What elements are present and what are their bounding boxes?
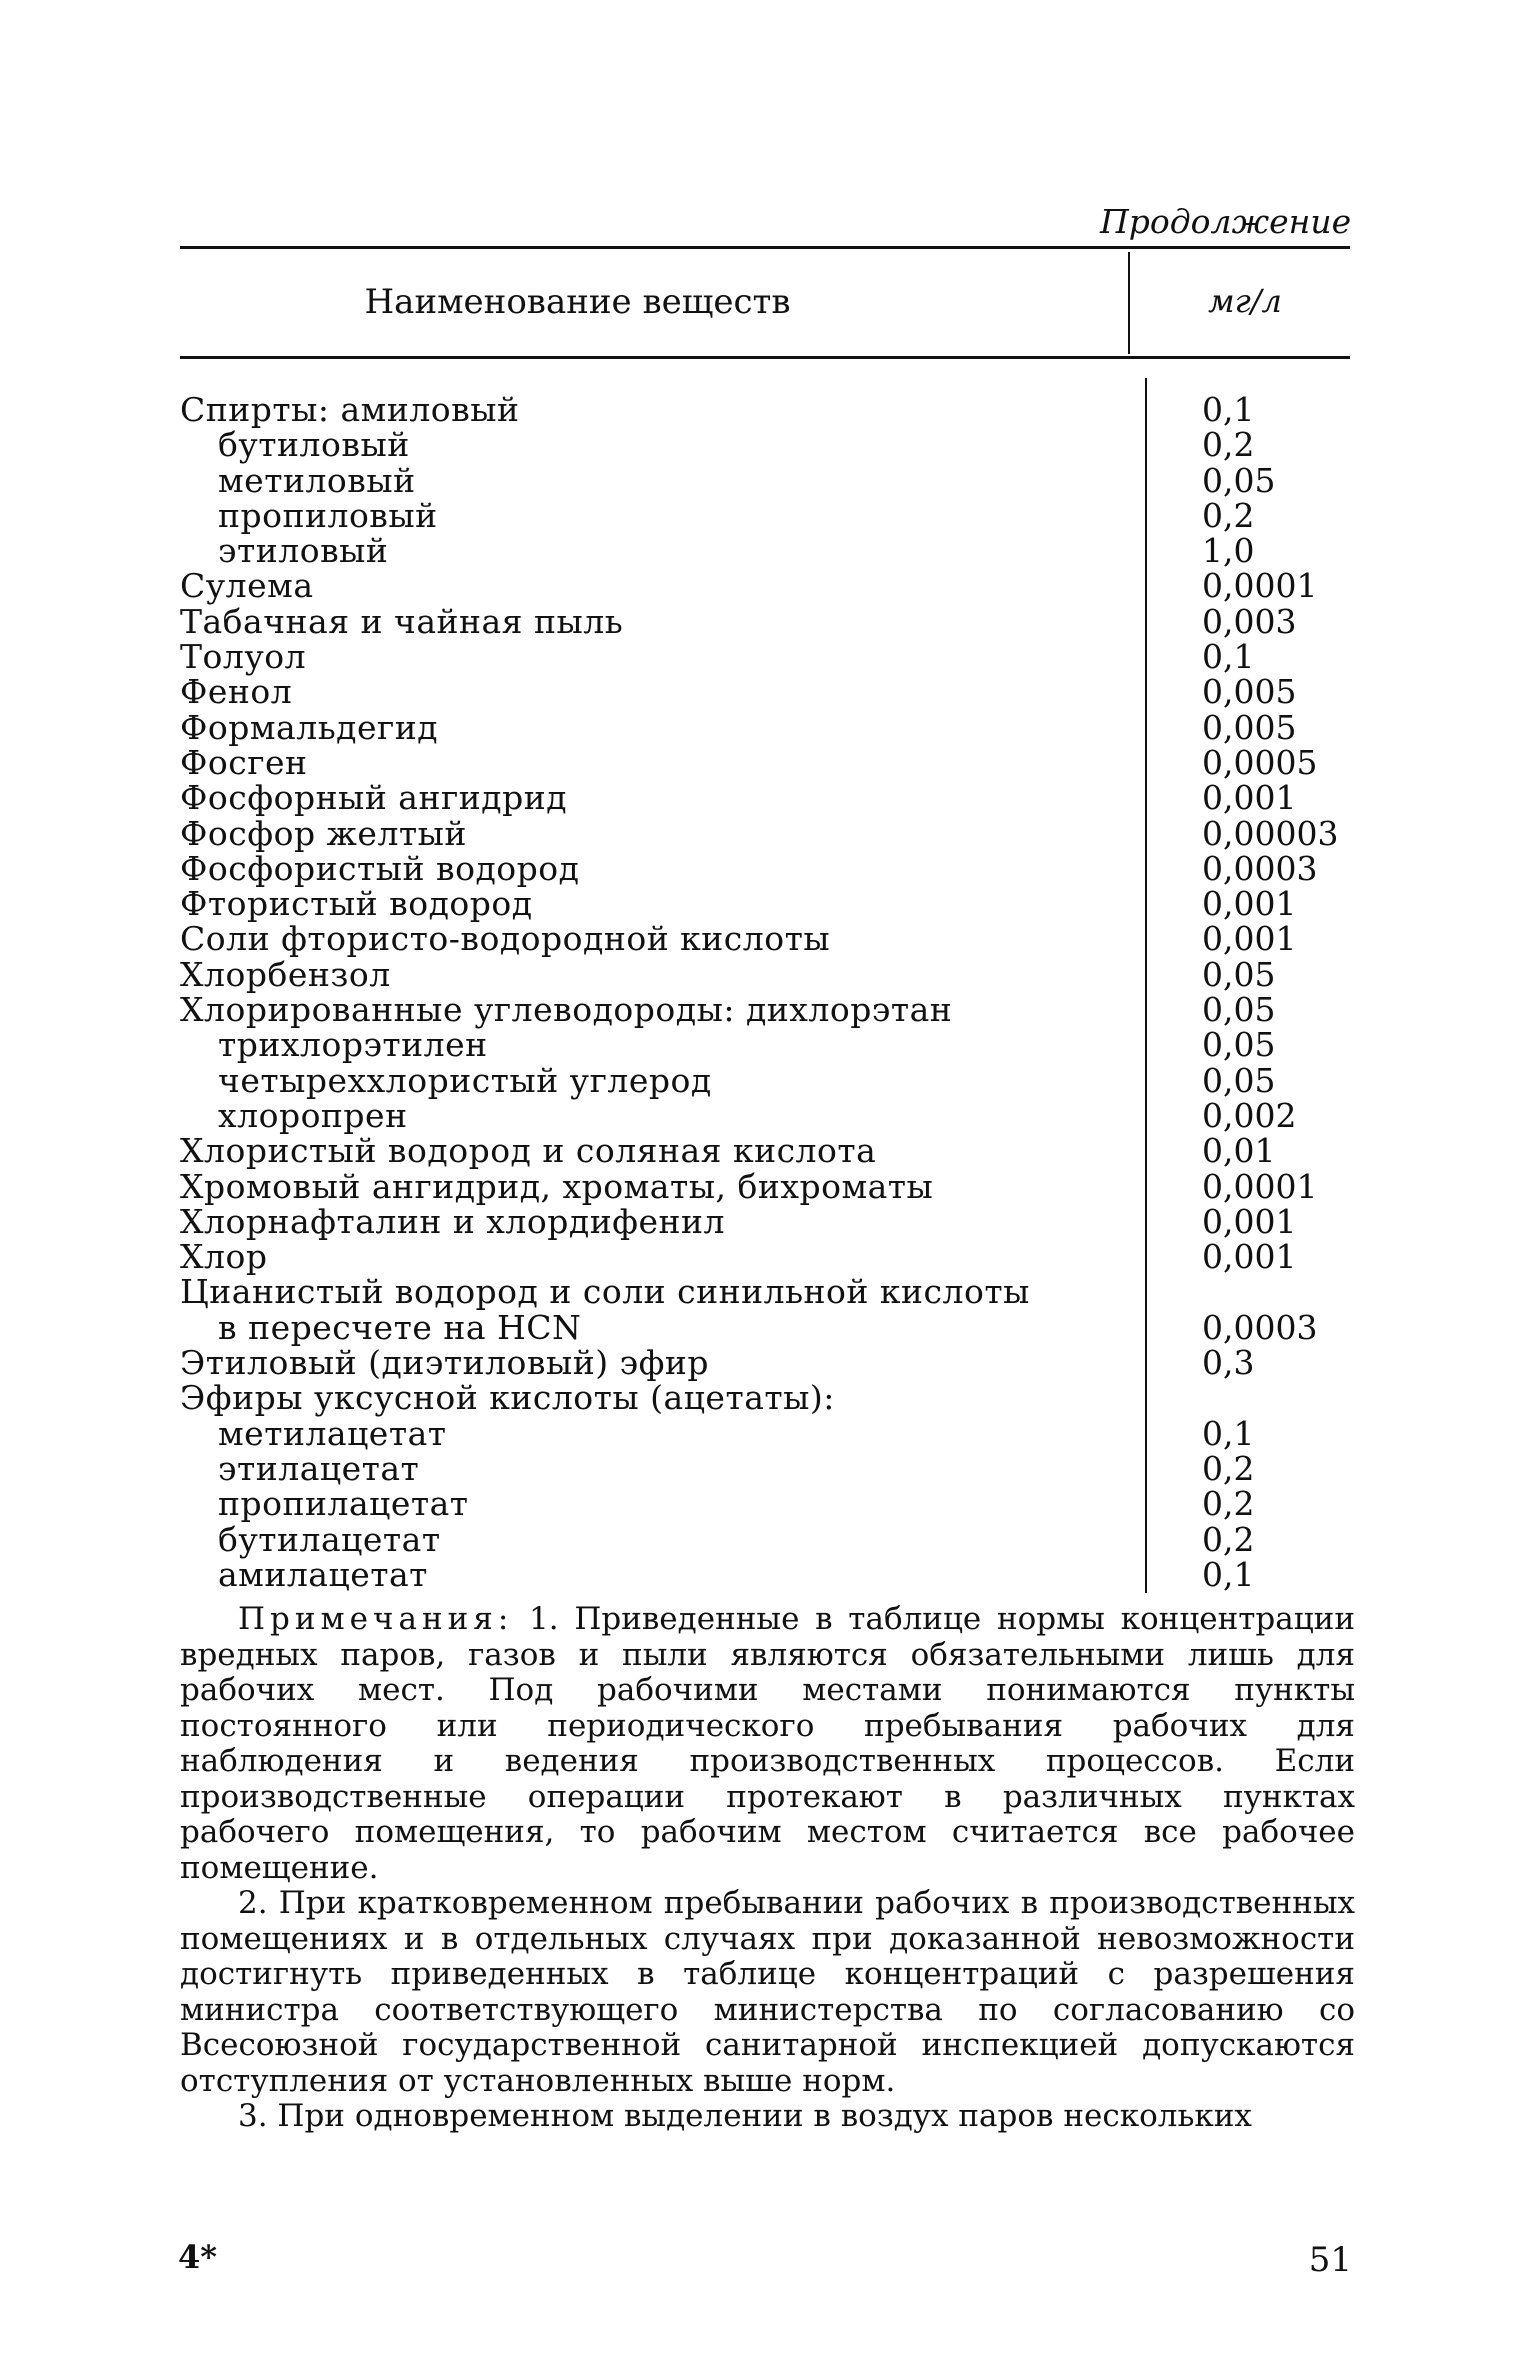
concentration-value: 0,001 xyxy=(1202,1201,1297,1241)
note-3: 3. При одновременном выделении в воздух паров нескольких xyxy=(238,2098,1252,2134)
concentration-value: 0,1 xyxy=(1202,637,1255,677)
substance-name: Этиловый (диэтиловый) эфир xyxy=(180,1343,710,1383)
concentration-value: 0,003 xyxy=(1202,601,1297,641)
table-top-rule xyxy=(180,246,1350,249)
table-row xyxy=(180,637,1360,677)
table-row xyxy=(180,813,1360,853)
table-row xyxy=(180,919,1360,959)
substance-name: амилацетат xyxy=(218,1554,428,1594)
notes-section xyxy=(180,1602,1355,2135)
table-row xyxy=(180,1166,1360,1206)
table-row xyxy=(180,1554,1360,1594)
substance-name: Цианистый водород и соли синильной кислоты xyxy=(180,1272,1030,1312)
concentration-value: 0,05 xyxy=(1202,990,1276,1030)
table-row xyxy=(180,1131,1360,1171)
substance-name: Фосфор желтый xyxy=(180,813,467,853)
signature-mark: 4* xyxy=(178,2238,217,2276)
table-row xyxy=(180,392,1360,427)
table-row xyxy=(180,990,1360,1030)
substance-name: хлоропрен xyxy=(218,1095,408,1135)
table-row xyxy=(180,672,1360,712)
table-row xyxy=(180,1484,1360,1524)
concentration-value: 0,05 xyxy=(1202,1060,1276,1100)
concentration-value: 1,0 xyxy=(1202,531,1255,571)
concentration-value: 0,005 xyxy=(1202,672,1297,712)
substance-name: Фтористый водород xyxy=(180,884,533,924)
substance-name: Хромовый ангидрид, хроматы, бихроматы xyxy=(180,1166,934,1206)
substance-name: Фосфорный ангидрид xyxy=(180,778,568,818)
concentration-value: 0,001 xyxy=(1202,1237,1297,1277)
concentration-value: 0,05 xyxy=(1202,460,1276,500)
substance-name: в пересчете на HCN xyxy=(218,1307,582,1347)
substance-name: Фенол xyxy=(180,672,293,712)
substance-name: четыреххлористый углерод xyxy=(218,1060,712,1100)
table-row xyxy=(180,1307,1360,1347)
substance-name: этиловый xyxy=(218,531,389,571)
page-number: 51 xyxy=(1308,2240,1352,2280)
table-row xyxy=(180,848,1360,888)
concentration-value: 0,005 xyxy=(1202,707,1297,747)
concentration-value: 0,05 xyxy=(1202,1025,1276,1065)
substance-name: бутиловый xyxy=(218,425,410,465)
substance-name: Спирты: амиловый xyxy=(180,390,520,429)
substance-name: Хлорбензол xyxy=(180,954,391,994)
concentration-value: 0,2 xyxy=(1202,1519,1255,1559)
header-bottom-rule xyxy=(180,356,1350,359)
concentration-value: 0,3 xyxy=(1202,1343,1255,1383)
substance-name: Хлорированные углеводороды: дихлорэтан xyxy=(180,990,953,1030)
substance-name: Хлорнафталин и хлордифенил xyxy=(180,1201,725,1241)
substance-name: Соли фтористо-водородной кислоты xyxy=(180,919,831,959)
table-row xyxy=(180,1237,1360,1277)
substance-name: Хлор xyxy=(180,1237,268,1277)
concentration-value: 0,1 xyxy=(1202,390,1255,429)
concentration-value: 0,0001 xyxy=(1202,1166,1318,1206)
table-row xyxy=(180,1519,1360,1559)
table-row xyxy=(180,566,1360,606)
substance-name: пропиловый xyxy=(218,495,438,535)
table-row xyxy=(180,1272,1360,1312)
table-row xyxy=(180,884,1360,924)
table-row xyxy=(180,1343,1360,1383)
concentration-value: 0,00003 xyxy=(1202,813,1339,853)
substance-name: трихлорэтилен xyxy=(218,1025,488,1065)
table-row xyxy=(180,1378,1360,1418)
concentration-value: 0,002 xyxy=(1202,1095,1297,1135)
table-row xyxy=(180,1413,1360,1453)
table-row xyxy=(180,1201,1360,1241)
concentration-value: 0,05 xyxy=(1202,954,1276,994)
substance-name: Толуол xyxy=(180,637,307,677)
table-row xyxy=(180,954,1360,994)
note-1 xyxy=(180,1602,1355,1886)
substance-name: этилацетат xyxy=(218,1448,420,1488)
table-row xyxy=(180,742,1360,782)
note-1-text: 1. Приведенные в таблице нормы концентрации вредных паров, газов и пыли являются обязательными лишь для рабочих мест. Под рабочими местами понимаются пункты постоянного или периодического пребывания рабочих для наблюдения и ведения производственных процессов. Если производственные операции протекают в различных пунктах рабочего помещения, то рабочим местом считается все рабочее помещение. xyxy=(180,1601,1355,1886)
substance-name: пропилацетат xyxy=(218,1484,469,1524)
notes-label: Примечания: xyxy=(238,1601,514,1637)
table-row xyxy=(180,1025,1360,1065)
concentration-value: 0,2 xyxy=(1202,1484,1255,1524)
substance-name: Формальдегид xyxy=(180,707,439,747)
concentration-value: 0,1 xyxy=(1202,1413,1255,1453)
concentration-value: 0,001 xyxy=(1202,778,1297,818)
substance-name: Хлористый водород и соляная кислота xyxy=(180,1131,877,1171)
note-2: 2. При кратковременном пребывании рабочих в производственных помещениях и в отдельных случаях при доказанной невозможности достигнуть приведенных в таблице концентраций с разрешения министра соответствующего министерства по согласованию со Всесоюзной государственной санитарной инспекцией допускаются отступления от установленных выше норм. xyxy=(180,1885,1355,2099)
substance-name: метилацетат xyxy=(218,1413,447,1453)
concentration-value: 0,0001 xyxy=(1202,566,1318,606)
concentration-value: 0,1 xyxy=(1202,1554,1255,1594)
column-header-unit: мг/л xyxy=(1208,282,1282,320)
table-row xyxy=(180,1060,1360,1100)
continuation-label: Продолжение xyxy=(1100,202,1352,241)
table-row xyxy=(180,778,1360,818)
substance-table-body xyxy=(180,392,1360,1592)
table-row xyxy=(180,531,1360,571)
table-row xyxy=(180,460,1360,500)
substance-name: метиловый xyxy=(218,460,416,500)
concentration-value: 0,2 xyxy=(1202,495,1255,535)
table-row xyxy=(180,495,1360,535)
substance-name: Фосфористый водород xyxy=(180,848,580,888)
table-row xyxy=(180,1448,1360,1488)
concentration-value: 0,0005 xyxy=(1202,742,1318,782)
substance-name: Сулема xyxy=(180,566,314,606)
table-row xyxy=(180,1095,1360,1135)
column-header-name: Наименование веществ xyxy=(364,282,791,322)
header-column-divider xyxy=(1128,252,1130,354)
substance-name: Фосген xyxy=(180,742,308,782)
table-row xyxy=(180,707,1360,747)
concentration-value: 0,2 xyxy=(1202,425,1255,465)
substance-name: Табачная и чайная пыль xyxy=(180,601,624,641)
concentration-value: 0,0003 xyxy=(1202,1307,1318,1347)
substance-name: бутилацетат xyxy=(218,1519,441,1559)
table-row xyxy=(180,425,1360,465)
concentration-value: 0,0003 xyxy=(1202,848,1318,888)
concentration-value: 0,2 xyxy=(1202,1448,1255,1488)
table-row xyxy=(180,601,1360,641)
concentration-value: 0,001 xyxy=(1202,884,1297,924)
substance-name: Эфиры уксусной кислоты (ацетаты): xyxy=(180,1378,835,1418)
concentration-value: 0,001 xyxy=(1202,919,1297,959)
concentration-value: 0,01 xyxy=(1202,1131,1276,1171)
